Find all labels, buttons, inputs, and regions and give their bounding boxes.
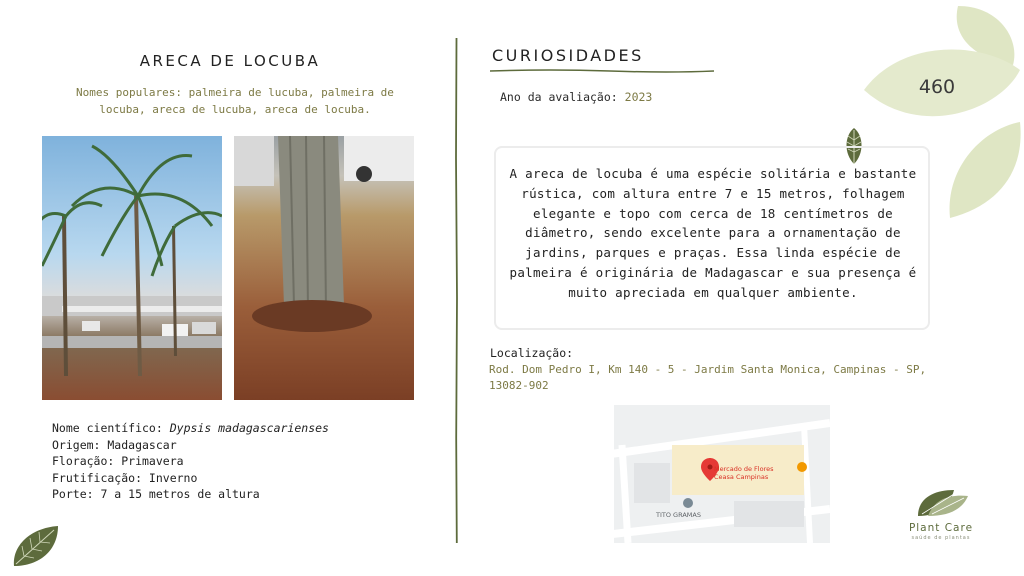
plant-details bbox=[52, 420, 329, 503]
year-label: Ano da avaliação: bbox=[500, 90, 618, 104]
year-value: 2023 bbox=[624, 90, 653, 104]
photo-palm-trees bbox=[42, 136, 222, 400]
brand-name: Plant Care bbox=[908, 522, 974, 534]
record-number: 460 bbox=[918, 76, 956, 98]
scientific-label: Nome científico: bbox=[52, 421, 163, 435]
map-place-label: Mercado de Flores Ceasa Campinas bbox=[714, 465, 774, 481]
scientific-name: Dypsis madagascarienses bbox=[169, 421, 329, 435]
trunk-illustration bbox=[234, 136, 414, 400]
heading-underline bbox=[490, 68, 714, 74]
location-label: Localização: bbox=[490, 346, 574, 360]
plant-title: ARECA DE LOCUBA bbox=[139, 52, 321, 70]
evaluation-year bbox=[500, 90, 652, 104]
fruiting-row: Frutificação: Inverno bbox=[52, 470, 198, 485]
description-text: A areca de locuba é uma espécie solitária e bastante rústica, com altura entre 7 e 15 metros, folhagem elegante e topo com cerca de 18 centímetros de diâmetro, sendo excelente para a ornamentação de jardins, parques e praças. Essa linda espécie de palmeira é originária de Madagascar e sua presença é muito apreciada em qualquer ambiente. bbox=[509, 166, 917, 300]
section-heading: CURIOSIDADES bbox=[492, 46, 644, 65]
map-stop-label: TITO GRAMAS bbox=[656, 511, 701, 519]
scientific-name-row bbox=[52, 420, 329, 437]
leaf-shape bbox=[950, 122, 1021, 218]
origin-row: Origem: Madagascar bbox=[52, 437, 177, 452]
flowering-row: Floração: Primavera bbox=[52, 454, 184, 468]
leaf-icon bbox=[10, 522, 62, 570]
photo-palm-trunk bbox=[234, 136, 414, 400]
plant-care-logo-icon bbox=[914, 486, 970, 520]
brand-tagline: saúde de plantas bbox=[911, 535, 971, 541]
location-map[interactable] bbox=[614, 405, 830, 543]
popular-names: Nomes populares: palmeira de lucuba, palmeira de locuba, areca de lucuba, areca de locuba. bbox=[76, 86, 394, 116]
column-divider bbox=[455, 38, 458, 543]
size-row: Porte: 7 a 15 metros de altura bbox=[52, 487, 260, 501]
location-address: Rod. Dom Pedro I, Km 140 - 5 - Jardim Santa Monica, Campinas - SP, 13082-902 bbox=[489, 363, 927, 392]
palm-tree-illustration bbox=[42, 136, 222, 400]
